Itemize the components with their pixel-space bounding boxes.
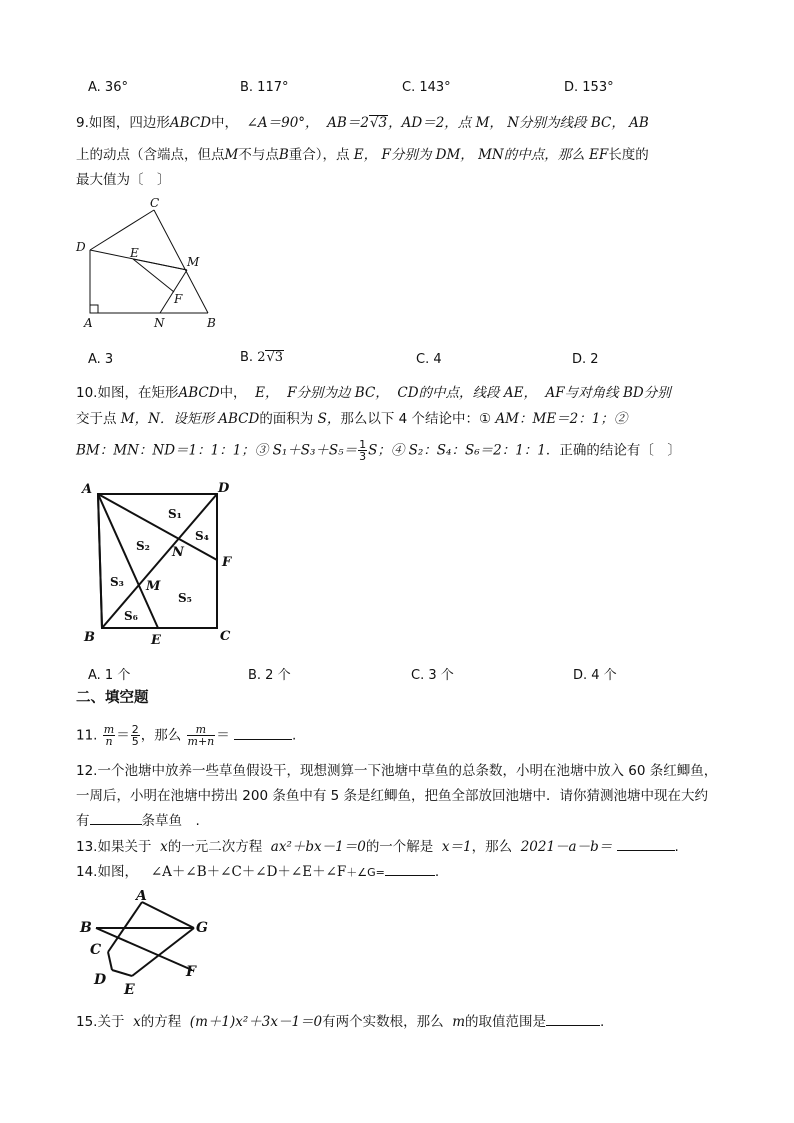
label-s5: S₅ — [178, 591, 192, 605]
label-f: F — [222, 555, 232, 570]
q9-line2: 上的动点（含端点，但点M不与点B重合），点 E， F分别为 DM， MN的中点，那么 EF长度的 — [76, 147, 649, 163]
q8-option-b: B. 117° — [240, 80, 289, 95]
label-d: D — [76, 240, 86, 254]
label-b: B — [207, 316, 216, 330]
label-b: B — [84, 630, 95, 645]
answer-blank[interactable] — [546, 1011, 600, 1026]
section-heading: 二、填空题 — [76, 690, 149, 706]
segment-de — [112, 970, 132, 976]
label-e: E — [151, 633, 161, 648]
segment-cd — [108, 952, 112, 970]
q8-option-c: C. 143° — [402, 80, 451, 95]
label-c: C — [150, 196, 160, 210]
q12-line1: 12.一个池塘中放养一些草鱼假设干，现想测算一下池塘中草鱼的总条数，小明在池塘中放入 60 条红鲫鱼， — [76, 763, 718, 779]
q9-line3: 最大值为〔 〕 — [76, 172, 171, 188]
label-n: N — [154, 316, 165, 330]
label-s3: S₃ — [110, 575, 124, 589]
label-a: A — [82, 482, 93, 497]
label-g: G — [196, 920, 208, 936]
q9-figure — [70, 195, 230, 335]
answer-blank[interactable] — [385, 861, 435, 876]
q10-figure — [76, 478, 246, 650]
q10-option-a: A. 1 个 — [88, 668, 131, 683]
segment-ag — [142, 902, 194, 928]
label-f: F — [186, 964, 196, 980]
q10-option-d: D. 4 个 — [573, 668, 617, 683]
label-e: E — [124, 982, 135, 998]
q8-option-a: A. 36° — [88, 80, 128, 95]
segment-em — [133, 259, 187, 270]
answer-blank[interactable] — [90, 810, 142, 825]
label-d: D — [218, 481, 230, 496]
label-m: M — [146, 579, 161, 594]
segment-af — [98, 494, 217, 560]
label-s6: S₆ — [124, 609, 138, 623]
q9-option-c: C. 4 — [416, 352, 442, 367]
q15-line: 15.关于 x的方程 (m＋1)x²＋3x－1＝0有两个实数根，那么 m的取值范围是 . — [76, 1011, 604, 1032]
sqrt-three: √3 — [369, 115, 388, 131]
label-m: M — [187, 255, 200, 269]
q14-figure — [76, 890, 216, 1002]
q10-option-b: B. 2 个 — [248, 668, 291, 683]
q9-option-b: B. 2√3 — [240, 350, 284, 365]
label-s4: S₄ — [195, 529, 209, 543]
segment-eg — [132, 928, 194, 976]
segment-dc — [90, 210, 154, 250]
label-a: A — [84, 316, 93, 330]
q9-option-d: D. 2 — [572, 352, 599, 367]
q14-line: 14.如图， ∠A＋∠B＋∠C＋∠D＋∠E＋∠F＋∠G= . — [76, 861, 439, 883]
answer-blank[interactable] — [617, 836, 675, 851]
label-f: F — [174, 292, 183, 306]
answer-blank[interactable] — [234, 725, 292, 740]
q8-option-d: D. 153° — [564, 80, 614, 95]
side-ab — [98, 494, 102, 628]
label-d: D — [94, 972, 107, 988]
segment-ef — [133, 259, 174, 292]
q10-line2: 交于点 M，N．设矩形 ABCD的面积为 S，那么以下 4 个结论中：① AM：ME＝2：1；② — [76, 411, 628, 427]
label-n: N — [172, 545, 184, 560]
segment-ae — [98, 494, 158, 628]
label-e: E — [130, 246, 139, 260]
q10-option-c: C. 3 个 — [411, 668, 454, 683]
label-s2: S₂ — [136, 539, 150, 553]
label-c: C — [220, 629, 231, 644]
q10-line1: 10.如图，在矩形ABCD中， E， F分别为边 BC， CD的中点，线段 AE， AF与对角线 BD分别 — [76, 385, 671, 401]
q9-line1: 9.如图，四边形ABCD中， ∠A＝90°， AB＝2√3，AD＝2，点 M， N分别为线段 BC， AB — [76, 115, 649, 131]
q12-line2: 一周后，小明在池塘中捞出 200 条鱼中有 5 条是红鲫鱼，把鱼全部放回池塘中．请你猜测池塘中现在大约 — [76, 788, 709, 804]
diagonal-bd — [102, 494, 217, 628]
q9-option-a: A. 3 — [88, 352, 114, 367]
q12-line3: 有 条草鱼 . — [76, 810, 200, 831]
label-s1: S₁ — [168, 507, 182, 521]
right-angle-marker — [90, 305, 98, 313]
q13-line: 13.如果关于 x的一元二次方程 ax²＋bx－1＝0的一个解是 x＝1，那么 2021－a－b＝ . — [76, 836, 679, 857]
label-a: A — [136, 890, 147, 904]
q11-line: 11. $\frac{m}{n}$ ＝ $\frac{2}{5}$ ，那么 $\frac{m}{m+n}$ ＝ . — [76, 723, 297, 748]
q10-line3: BM：MN：ND＝1：1：1；③ S₁＋S₃＋S₅＝ $\frac{1}{3}$ S；④ S₂：S₄：S₆＝2：1：1．正确的结论有〔 〕 — [76, 438, 681, 463]
label-c: C — [90, 942, 102, 958]
label-b: B — [80, 920, 92, 936]
